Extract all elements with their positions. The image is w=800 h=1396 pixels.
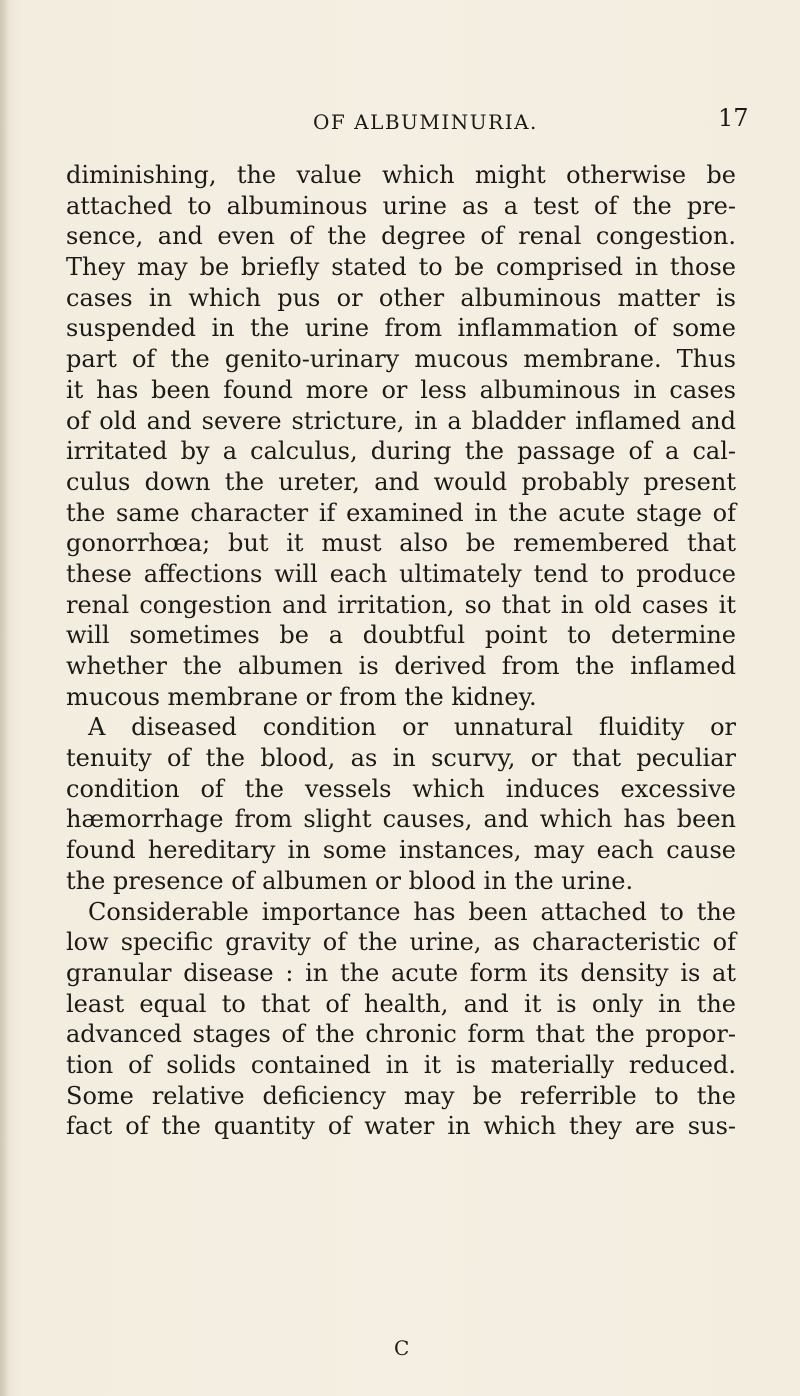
text-line: hæmorrhage from slight causes, and which has been bbox=[66, 805, 736, 834]
text-line: Considerable importance has been attached to the bbox=[88, 897, 736, 926]
text-line: these affections will each ultimately tend to produce bbox=[66, 559, 736, 588]
text-line: They may be briefly stated to be comprised in those bbox=[66, 253, 736, 282]
text-line: irritated by a calculus, during the passage of a cal- bbox=[66, 437, 736, 466]
text-line: least equal to that of health, and it is only in the bbox=[66, 989, 736, 1018]
text-line: the same character if examined in the acute stage of bbox=[66, 498, 736, 527]
text-line: renal congestion and irritation, so that in old cases it bbox=[66, 590, 736, 619]
body-text bbox=[66, 160, 736, 1142]
page-header bbox=[0, 104, 800, 144]
text-line: low specific gravity of the urine, as characteristic of bbox=[66, 928, 736, 957]
text-line: fact of the quantity of water in which they are sus- bbox=[66, 1112, 736, 1141]
text-line: it has been found more or less albuminous in cases bbox=[66, 375, 736, 404]
text-line: suspended in the urine from inflammation of some bbox=[66, 314, 736, 343]
text-line: of old and severe stricture, in a bladder inflamed and bbox=[66, 406, 736, 435]
text-line: Some relative deficiency may be referrible to the bbox=[66, 1081, 736, 1110]
text-line: granular disease : in the acute form its density is at bbox=[66, 958, 736, 987]
text-line: whether the albumen is derived from the inflamed bbox=[66, 652, 736, 680]
signature-mark: C bbox=[394, 1336, 410, 1360]
running-title: OF ALBUMINURIA. bbox=[313, 110, 538, 134]
text-line: culus down the ureter, and would probably present bbox=[66, 467, 736, 496]
text-line: advanced stages of the chronic form that the propor- bbox=[66, 1020, 736, 1049]
text-line: found hereditary in some instances, may each cause bbox=[66, 836, 736, 865]
text-line: A diseased condition or unnatural fluidity or bbox=[88, 713, 736, 742]
page-gutter-shadow bbox=[0, 0, 10, 1396]
text-line: condition of the vessels which induces excessive bbox=[66, 774, 736, 803]
text-line: the presence of albumen or blood in the urine. bbox=[66, 866, 634, 895]
text-line: tenuity of the blood, as in scurvy, or that peculiar bbox=[66, 744, 736, 773]
text-line: diminishing, the value which might otherwise be bbox=[66, 161, 736, 189]
text-line: attached to albuminous urine as a test of the pre- bbox=[66, 191, 736, 220]
text-line: part of the genito-urinary mucous membrane. Thus bbox=[66, 345, 736, 374]
page-number: 17 bbox=[718, 104, 749, 132]
text-line: gonorrhœa; but it must also be remembered that bbox=[66, 529, 736, 558]
text-line: tion of solids contained in it is materially reduced. bbox=[66, 1050, 736, 1079]
text-line: mucous membrane or from the kidney. bbox=[66, 682, 537, 711]
text-line: cases in which pus or other albuminous matter is bbox=[66, 283, 736, 312]
text-line: sence, and even of the degree of renal congestion. bbox=[66, 222, 736, 251]
text-line: will sometimes be a doubtful point to determine bbox=[66, 621, 736, 650]
